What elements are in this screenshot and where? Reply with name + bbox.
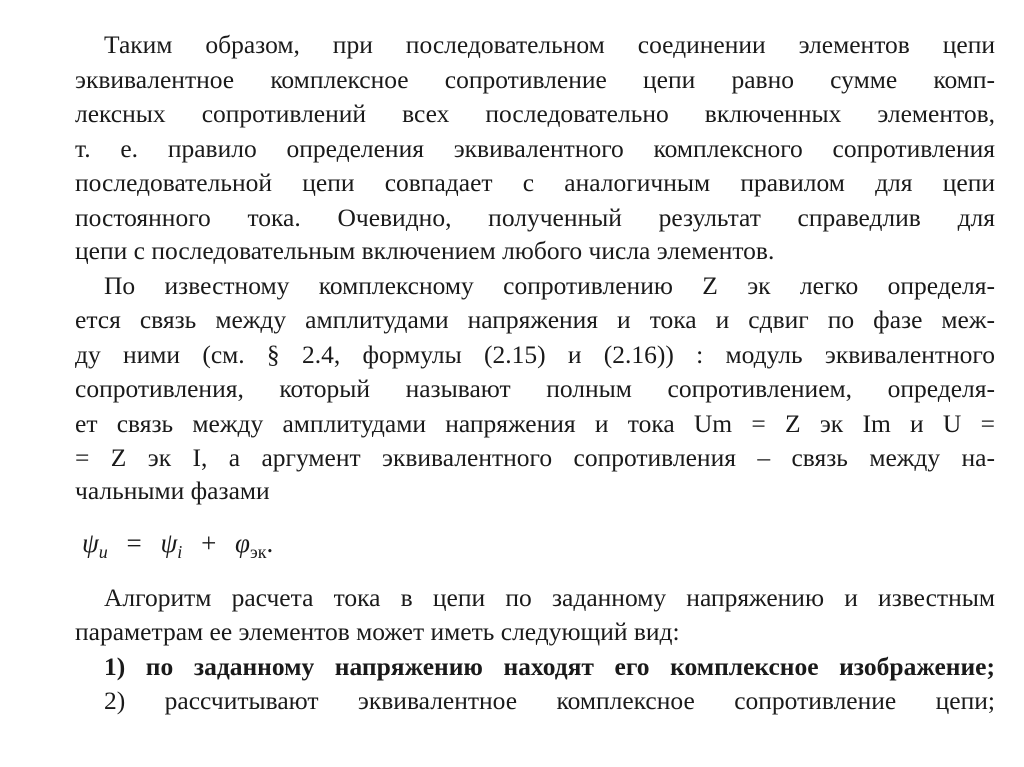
formula-plus: +: [201, 528, 217, 558]
paragraph-1-line-2: эквивалентное комплексное сопротивление цепи равно сумме комп-: [75, 65, 995, 94]
paragraph-1-line-4: т. е. правило определения эквивалентного комплексного сопротивления: [75, 134, 995, 163]
paragraph-2-line-1: По известному комплексному сопротивлению Z эк легко определя-: [104, 271, 995, 300]
formula-psi-i-sub: i: [177, 542, 183, 562]
paragraph-2-line-6: = Z эк I, а аргумент эквивалентного сопротивления – связь между на-: [75, 443, 995, 472]
formula-psi-u-sub: u: [98, 542, 108, 562]
paragraph-2-line-3: ду ними (см. § 2.4, формулы (2.15) и (2.16)) : модуль эквивалентного: [75, 340, 995, 369]
paragraph-2-line-4: сопротивления, который называют полным сопротивлением, определя-: [75, 374, 995, 403]
paragraph-1-line-7: цепи с последовательным включением любого числа элементов.: [75, 236, 775, 265]
algorithm-step-1: 1) по заданному напряжению находят его комплексное изображение;: [104, 652, 995, 681]
paragraph-1-line-3: лексных сопротивлений всех последовательно включенных элементов,: [75, 99, 995, 128]
formula-phi-ek: φ: [235, 528, 250, 558]
formula-end: .: [266, 528, 274, 558]
paragraph-2-line-2: ется связь между амплитудами напряжения и тока и сдвиг по фазе меж-: [75, 305, 995, 334]
paragraph-1-line-5: последовательной цепи совпадает с аналогичным правилом для цепи: [75, 168, 995, 197]
paragraph-1-line-6: постоянного тока. Очевидно, полученный результат справедлив для: [75, 203, 995, 232]
formula-psi-i: ψ: [160, 528, 178, 558]
formula-equals: =: [126, 528, 142, 558]
paragraph-1-line-1: Таким образом, при последовательном соединении элементов цепи: [104, 30, 995, 59]
algorithm-step-2: 2) рассчитывают эквивалентное комплексное сопротивление цепи;: [104, 686, 995, 715]
formula-phi-ek-sub: эк: [249, 542, 267, 562]
paragraph-2-line-5: ет связь между амплитудами напряжения и тока Um = Z эк Im и U =: [75, 409, 995, 438]
paragraph-2-line-7: чальными фазами: [75, 476, 270, 505]
paragraph-3-line-2: параметрам ее элементов может иметь следующий вид:: [75, 617, 680, 646]
phase-formula: [82, 526, 273, 569]
paragraph-3-line-1: Алгоритм расчета тока в цепи по заданному напряжению и известным: [104, 583, 995, 612]
formula-psi-u: ψ: [82, 528, 99, 558]
